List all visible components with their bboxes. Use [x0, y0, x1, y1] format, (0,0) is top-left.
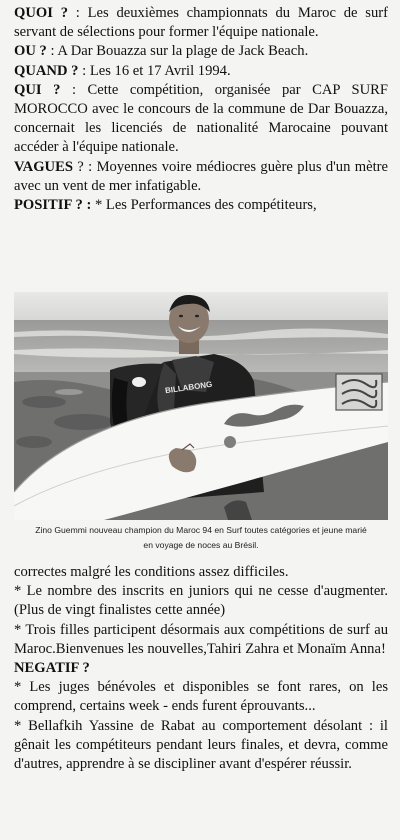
caption-line-2: en voyage de noces au Brésil.	[143, 540, 259, 550]
juniors-paragraph: * Le nombre des inscrits en juniors qui ne cesse d'augmenter. (Plus de vingt finalistes cette année)	[14, 583, 388, 619]
positif-label: POSITIF ? :	[14, 197, 92, 214]
vagues-text: ? : Moyennes voire médiocres guère plus d'un mètre avec un vent de mer infatigable.	[14, 158, 388, 194]
ou-text: : A Dar Bouazza sur la plage de Jack Beach.	[46, 43, 309, 60]
qui-text: : Cette compétition, organisée par CAP SURF MOROCCO avec le concours de la commune de Dar Bouazza, concernait les licenciés de nationalité Marocaine pouvant accéder à l'équipe nationale.	[14, 81, 388, 156]
article-top-text	[14, 4, 388, 215]
bellafkih-paragraph: * Bellafkih Yassine de Rabat au comportement désolant : il gênait les compétiteurs pendant leurs finales, et devra, comme d'autres, apprendre à se discipliner avant d'espérer réussir.	[14, 717, 388, 773]
surfer-photo-illustration	[14, 292, 388, 520]
article-bottom-text	[14, 563, 388, 774]
quoi-paragraph	[14, 4, 388, 42]
quand-text: : Les 16 et 17 Avril 1994.	[78, 62, 231, 79]
positif-paragraph	[14, 196, 388, 215]
negatif-label: NEGATIF ?	[14, 660, 90, 677]
filles-paragraph: * Trois filles participent désormais aux compétitions de surf au Maroc.Bienvenues les nouvelles,Tahiri Zahra et Monaïm Anna!	[14, 621, 388, 657]
shirt-brand-text: BILLABONG	[164, 379, 213, 396]
quoi-label: QUOI ?	[14, 5, 68, 21]
quand-label: QUAND ?	[14, 62, 79, 79]
ou-paragraph	[14, 42, 388, 61]
positif-continuation: correctes malgré les conditions assez difficiles.	[14, 564, 289, 580]
vagues-label: VAGUES	[14, 158, 73, 175]
vagues-paragraph	[14, 158, 388, 196]
quoi-text: : Les deuxièmes championnats du Maroc de surf servant de sélections pour former l'équipe nationale.	[14, 5, 388, 41]
caption-line-1: Zino Guemmi nouveau champion du Maroc 94 en Surf toutes catégories et jeune marié	[35, 525, 367, 535]
qui-label: QUI ?	[14, 81, 61, 98]
quand-paragraph	[14, 62, 388, 81]
surfer-photo	[14, 292, 388, 520]
positif-text: * Les Performances des compétiteurs,	[91, 197, 317, 214]
qui-paragraph	[14, 81, 388, 158]
juges-paragraph: * Les juges bénévoles et disponibles se font rares, on les comprend, certains week - ends furent éprouvants...	[14, 679, 388, 715]
photo-caption	[14, 523, 388, 553]
ou-label: OU ?	[14, 43, 47, 60]
